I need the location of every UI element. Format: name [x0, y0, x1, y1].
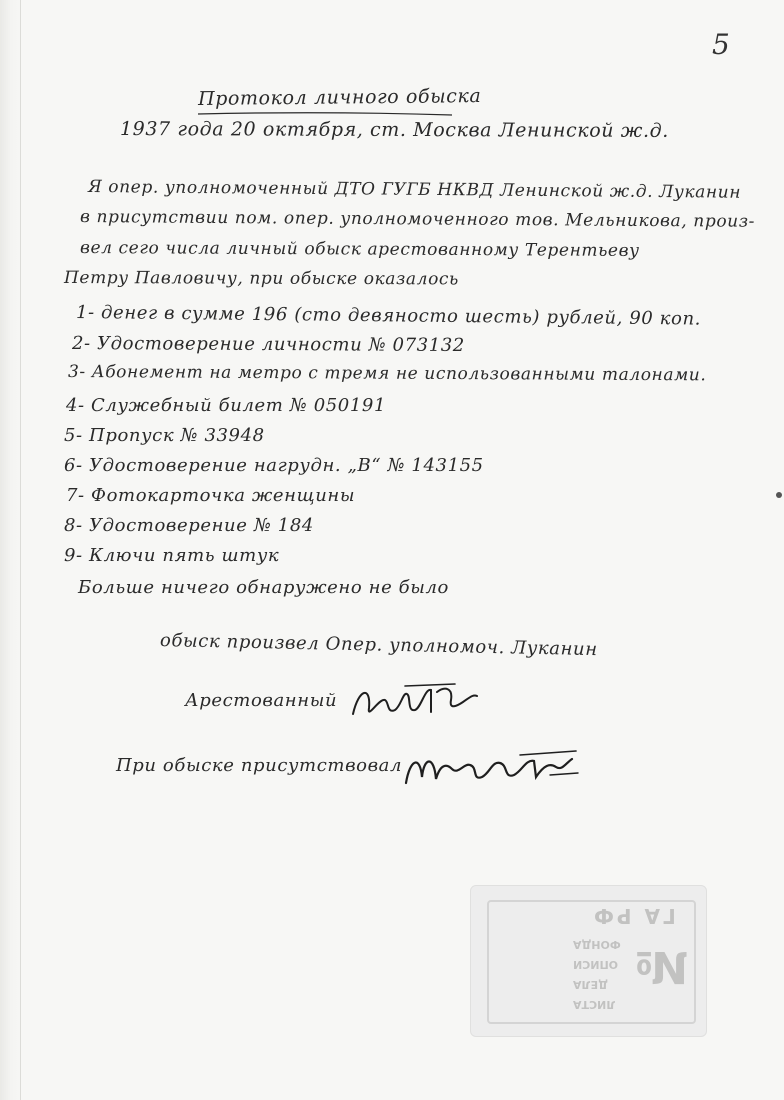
inventory-item: 9- Ключи пять штук — [64, 545, 280, 566]
archive-stamp — [470, 885, 707, 1037]
stamp-list-label: ЛИСТА — [573, 998, 616, 1011]
binding-edge — [0, 0, 22, 1100]
inventory-item: 1- денег в сумме 196 (сто девяносто шесть) рублей, 90 коп. — [75, 302, 702, 330]
inventory-item: 5- Пропуск № 33948 — [64, 425, 265, 446]
title-underline — [196, 110, 456, 118]
closing-statement: Больше ничего обнаружено не было — [78, 577, 449, 598]
search-performed-by: обыск произвел Опер. уполномоч. Луканин — [159, 630, 598, 661]
inventory-item: 6- Удостоверение нагрудн. „В“ № 143155 — [64, 455, 484, 476]
date-line: 1937 года 20 октября, ст. Москва Ленинской ж.д. — [119, 118, 669, 142]
body-line: в присутствии пом. опер. уполномоченного тов. Мельникова, произ- — [79, 207, 756, 232]
witness-label: При обыске присутствовал — [116, 755, 403, 776]
inventory-item: 4- Служебный билет № 050191 — [66, 395, 387, 416]
witness-signature — [400, 745, 585, 795]
body-line: Петру Павловичу, при обыске оказалось — [63, 268, 459, 290]
inventory-item: 8- Удостоверение № 184 — [64, 515, 314, 536]
stamp-archive-name: ГА РФ — [591, 904, 676, 928]
arrested-signature — [345, 680, 485, 728]
inventory-item: 3- Абонемент на метро с тремя не использованными талонами. — [67, 362, 707, 386]
arrested-label: Арестованный — [185, 690, 338, 711]
stamp-delo-label: ДЕЛА — [573, 978, 608, 991]
stamp-fond-label: ФОНДА — [573, 938, 621, 951]
inventory-item: 2- Удостоверение личности № 073132 — [71, 333, 465, 357]
inventory-item: 7- Фотокарточка женщины — [66, 485, 356, 506]
body-line: Я опер. уполномоченный ДТО ГУГБ НКВД Ленинской ж.д. Луканин — [87, 177, 742, 203]
body-line: вел сего числа личный обыск арестованному Терентьеву — [79, 238, 640, 261]
stamp-opis-label: ОПИСИ — [573, 958, 619, 971]
binding-line — [20, 0, 21, 1100]
margin-mark — [776, 492, 782, 498]
stamp-number-mark: № — [635, 941, 688, 992]
page-number: 5 — [712, 28, 730, 61]
document-title: Протокол личного обыска — [197, 85, 482, 110]
